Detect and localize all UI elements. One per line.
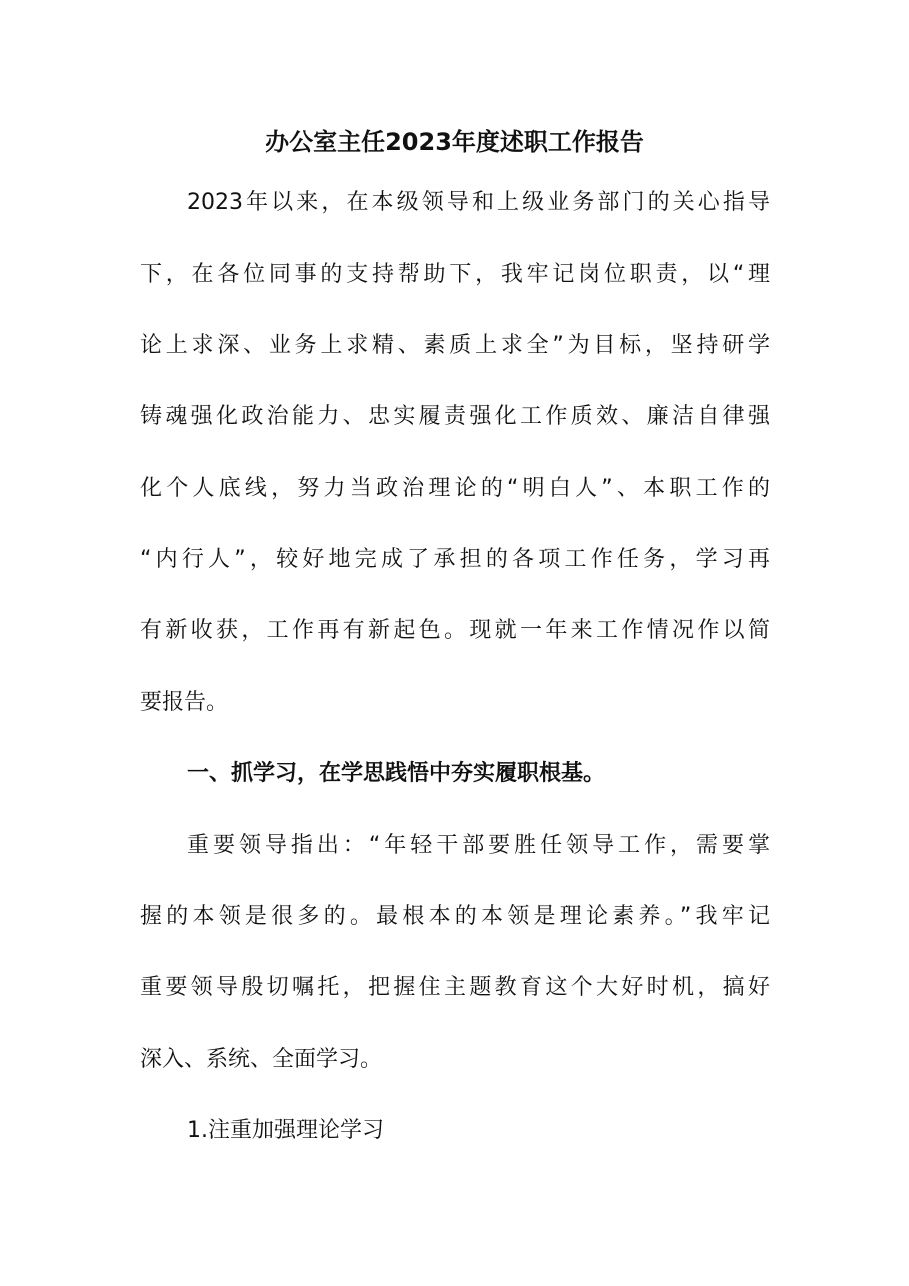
paragraph-line: 论上求深、业务上求精、素质上求全”为目标，坚持研学: [140, 333, 770, 358]
paragraph-line: 下，在各位同事的支持帮助下，我牢记岗位职责，以“理: [140, 262, 770, 287]
paragraph-line: 化个人底线，努力当政治理论的“明白人”、本职工作的: [140, 476, 770, 501]
document-title: 办公室主任2023年度述职工作报告: [265, 128, 644, 156]
subheading: 1.注重加强理论学习: [187, 1118, 384, 1143]
paragraph-line: 2023年以来，在本级领导和上级业务部门的关心指导: [187, 190, 770, 215]
paragraph-line: 有新收获，工作再有新起色。现就一年来工作情况作以简: [140, 618, 770, 643]
paragraph-line: 重要领导指出：“年轻干部要胜任领导工作，需要掌: [187, 833, 770, 858]
paragraph-line: 要报告。: [140, 690, 229, 715]
section-heading: 一、抓学习，在学思践悟中夯实履职根基。: [187, 761, 606, 786]
paragraph-line: 重要领导殷切嘱托，把握住主题教育这个大好时机，搞好: [140, 975, 770, 1000]
paragraph-line: 铸魂强化政治能力、忠实履责强化工作质效、廉洁自律强: [140, 404, 770, 429]
paragraph-line: 深入、系统、全面学习。: [140, 1047, 383, 1072]
paragraph-line: “内行人”，较好地完成了承担的各项工作任务，学习再: [140, 547, 770, 572]
paragraph-line: 握的本领是很多的。最根本的本领是理论素养。”我牢记: [140, 904, 770, 929]
